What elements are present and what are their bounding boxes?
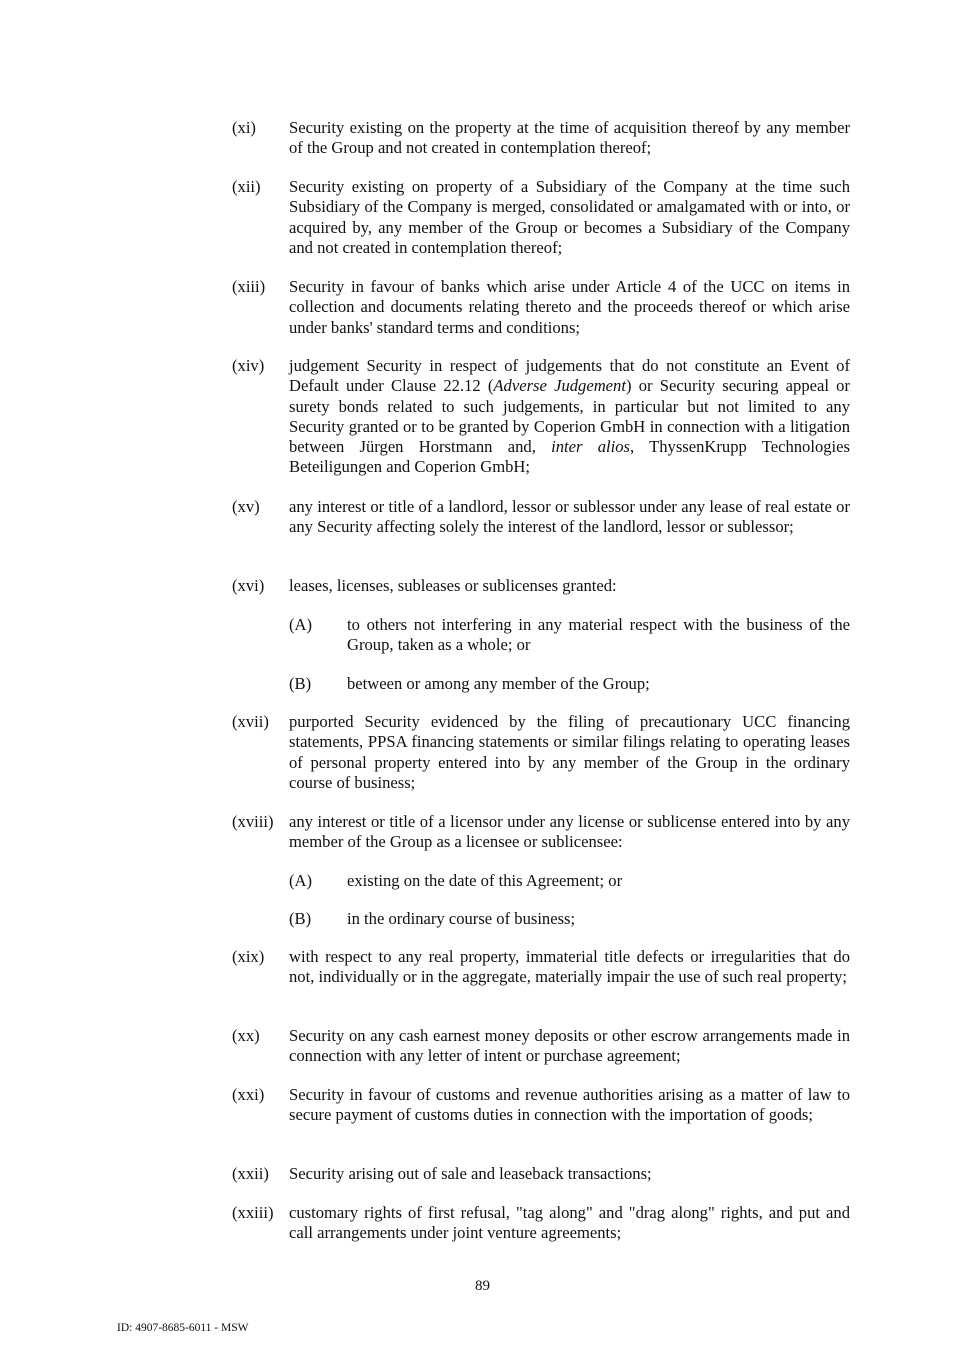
clause-text: with respect to any real property, immaterial title defects or irregularities that do not, individually or in the aggregate, materially impair the use of such real property; — [289, 947, 850, 987]
clause-xiii — [232, 277, 850, 338]
clause-text: Security in favour of banks which arise under Article 4 of the UCC on items in collection and documents relating thereto and the proceeds thereof or which arise under banks' standard terms and conditions; — [289, 277, 850, 337]
clause-text-italic: inter alios — [551, 437, 630, 457]
clause-xx — [232, 1026, 850, 1067]
clause-number: (xviii) — [232, 812, 274, 831]
subclause-text: existing on the date of this Agreement; or — [347, 871, 623, 890]
clause-text — [289, 356, 850, 478]
clause-text: any interest or title of a licensor under any license or sublicense entered into by any member of the Group as a licensee or sublicensee: — [289, 812, 850, 852]
clause-text: customary rights of first refusal, "tag along" and "drag along" rights, and put and call arrangements under joint venture agreements; — [289, 1203, 850, 1243]
clause-number: (xvii) — [232, 712, 269, 731]
clause-text-part: , ThyssenKrupp Technologies Beteiligungen and Coperion GmbH; — [289, 437, 850, 477]
subclause-number: (A) — [289, 871, 313, 890]
clause-number: (xiii) — [232, 277, 266, 296]
clause-xvi — [232, 576, 850, 596]
clause-text: Security on any cash earnest money deposits or other escrow arrangements made in connection with any letter of intent or purchase agreement; — [289, 1026, 850, 1066]
clause-text: Security arising out of sale and leaseback transactions; — [289, 1164, 652, 1183]
clause-text: Security existing on the property at the time of acquisition thereof by any member of the Group and not created in contemplation thereof; — [289, 118, 850, 158]
subclause-xvi-b — [289, 674, 850, 694]
clause-text: purported Security evidenced by the filing of precautionary UCC financing statements, PPSA financing statements or similar filings relating to operating leases of personal property entered into by any member of the Group in the ordinary course of business; — [289, 712, 850, 792]
clause-number: (xi) — [232, 118, 256, 137]
subclause-text: in the ordinary course of business; — [347, 909, 576, 928]
clause-xix — [232, 947, 850, 988]
clause-number: (xxiii) — [232, 1203, 274, 1222]
clause-text-part: ) or Security securing appeal or surety bonds related to such judgements, in particular but not limited to any Security granted or to be granted by Coperion GmbH in connection with a litigation between Jürgen Horstmann and, — [289, 376, 850, 457]
clause-xv — [232, 497, 850, 538]
subclause-xvi-a — [289, 615, 850, 656]
clause-number: (xx) — [232, 1026, 260, 1045]
subclause-xviii-a — [289, 871, 850, 891]
subclause-number: (B) — [289, 674, 312, 693]
clause-text: any interest or title of a landlord, lessor or sublessor under any lease of real estate or any Security affecting solely the interest of the landlord, lessor or sublessor; — [289, 497, 850, 537]
clause-xxi — [232, 1085, 850, 1126]
clause-text: Security in favour of customs and revenue authorities arising as a matter of law to secure payment of customs duties in connection with the importation of goods; — [289, 1085, 850, 1125]
clause-text: Security existing on property of a Subsidiary of the Company at the time such Subsidiary of the Company is merged, consolidated or amalgamated with or into, or acquired by, any member of the Group or becomes a Subsidiary of the Company and not created in contemplation thereof; — [289, 177, 850, 257]
clause-number: (xiv) — [232, 356, 265, 375]
clause-xvii — [232, 712, 850, 793]
clause-number: (xvi) — [232, 576, 265, 595]
clause-xi — [232, 118, 850, 159]
clause-xiv — [232, 356, 850, 478]
clause-number: (xv) — [232, 497, 260, 516]
clause-number: (xii) — [232, 177, 261, 196]
clause-xviii — [232, 812, 850, 853]
page-number: 89 — [475, 1278, 490, 1294]
clause-number: (xxi) — [232, 1085, 265, 1104]
clause-text-italic: Adverse Judgement — [493, 376, 626, 396]
clause-number: (xxii) — [232, 1164, 269, 1183]
subclause-text: to others not interfering in any material respect with the business of the Group, taken as a whole; or — [347, 615, 850, 655]
subclause-xviii-b — [289, 909, 850, 929]
subclause-text: between or among any member of the Group; — [347, 674, 650, 693]
clause-xxiii — [232, 1203, 850, 1244]
clause-xxii — [232, 1164, 850, 1184]
clause-xii — [232, 177, 850, 258]
document-id: ID: 4907-8685-6011 - MSW — [117, 1322, 249, 1334]
subclause-number: (B) — [289, 909, 312, 928]
clause-text: leases, licenses, subleases or sublicenses granted: — [289, 576, 617, 595]
clause-number: (xix) — [232, 947, 265, 966]
clause-text-part: judgement Security in respect of judgements that do not constitute an Event of Default under Clause 22.12 ( — [289, 356, 850, 396]
subclause-number: (A) — [289, 615, 313, 634]
